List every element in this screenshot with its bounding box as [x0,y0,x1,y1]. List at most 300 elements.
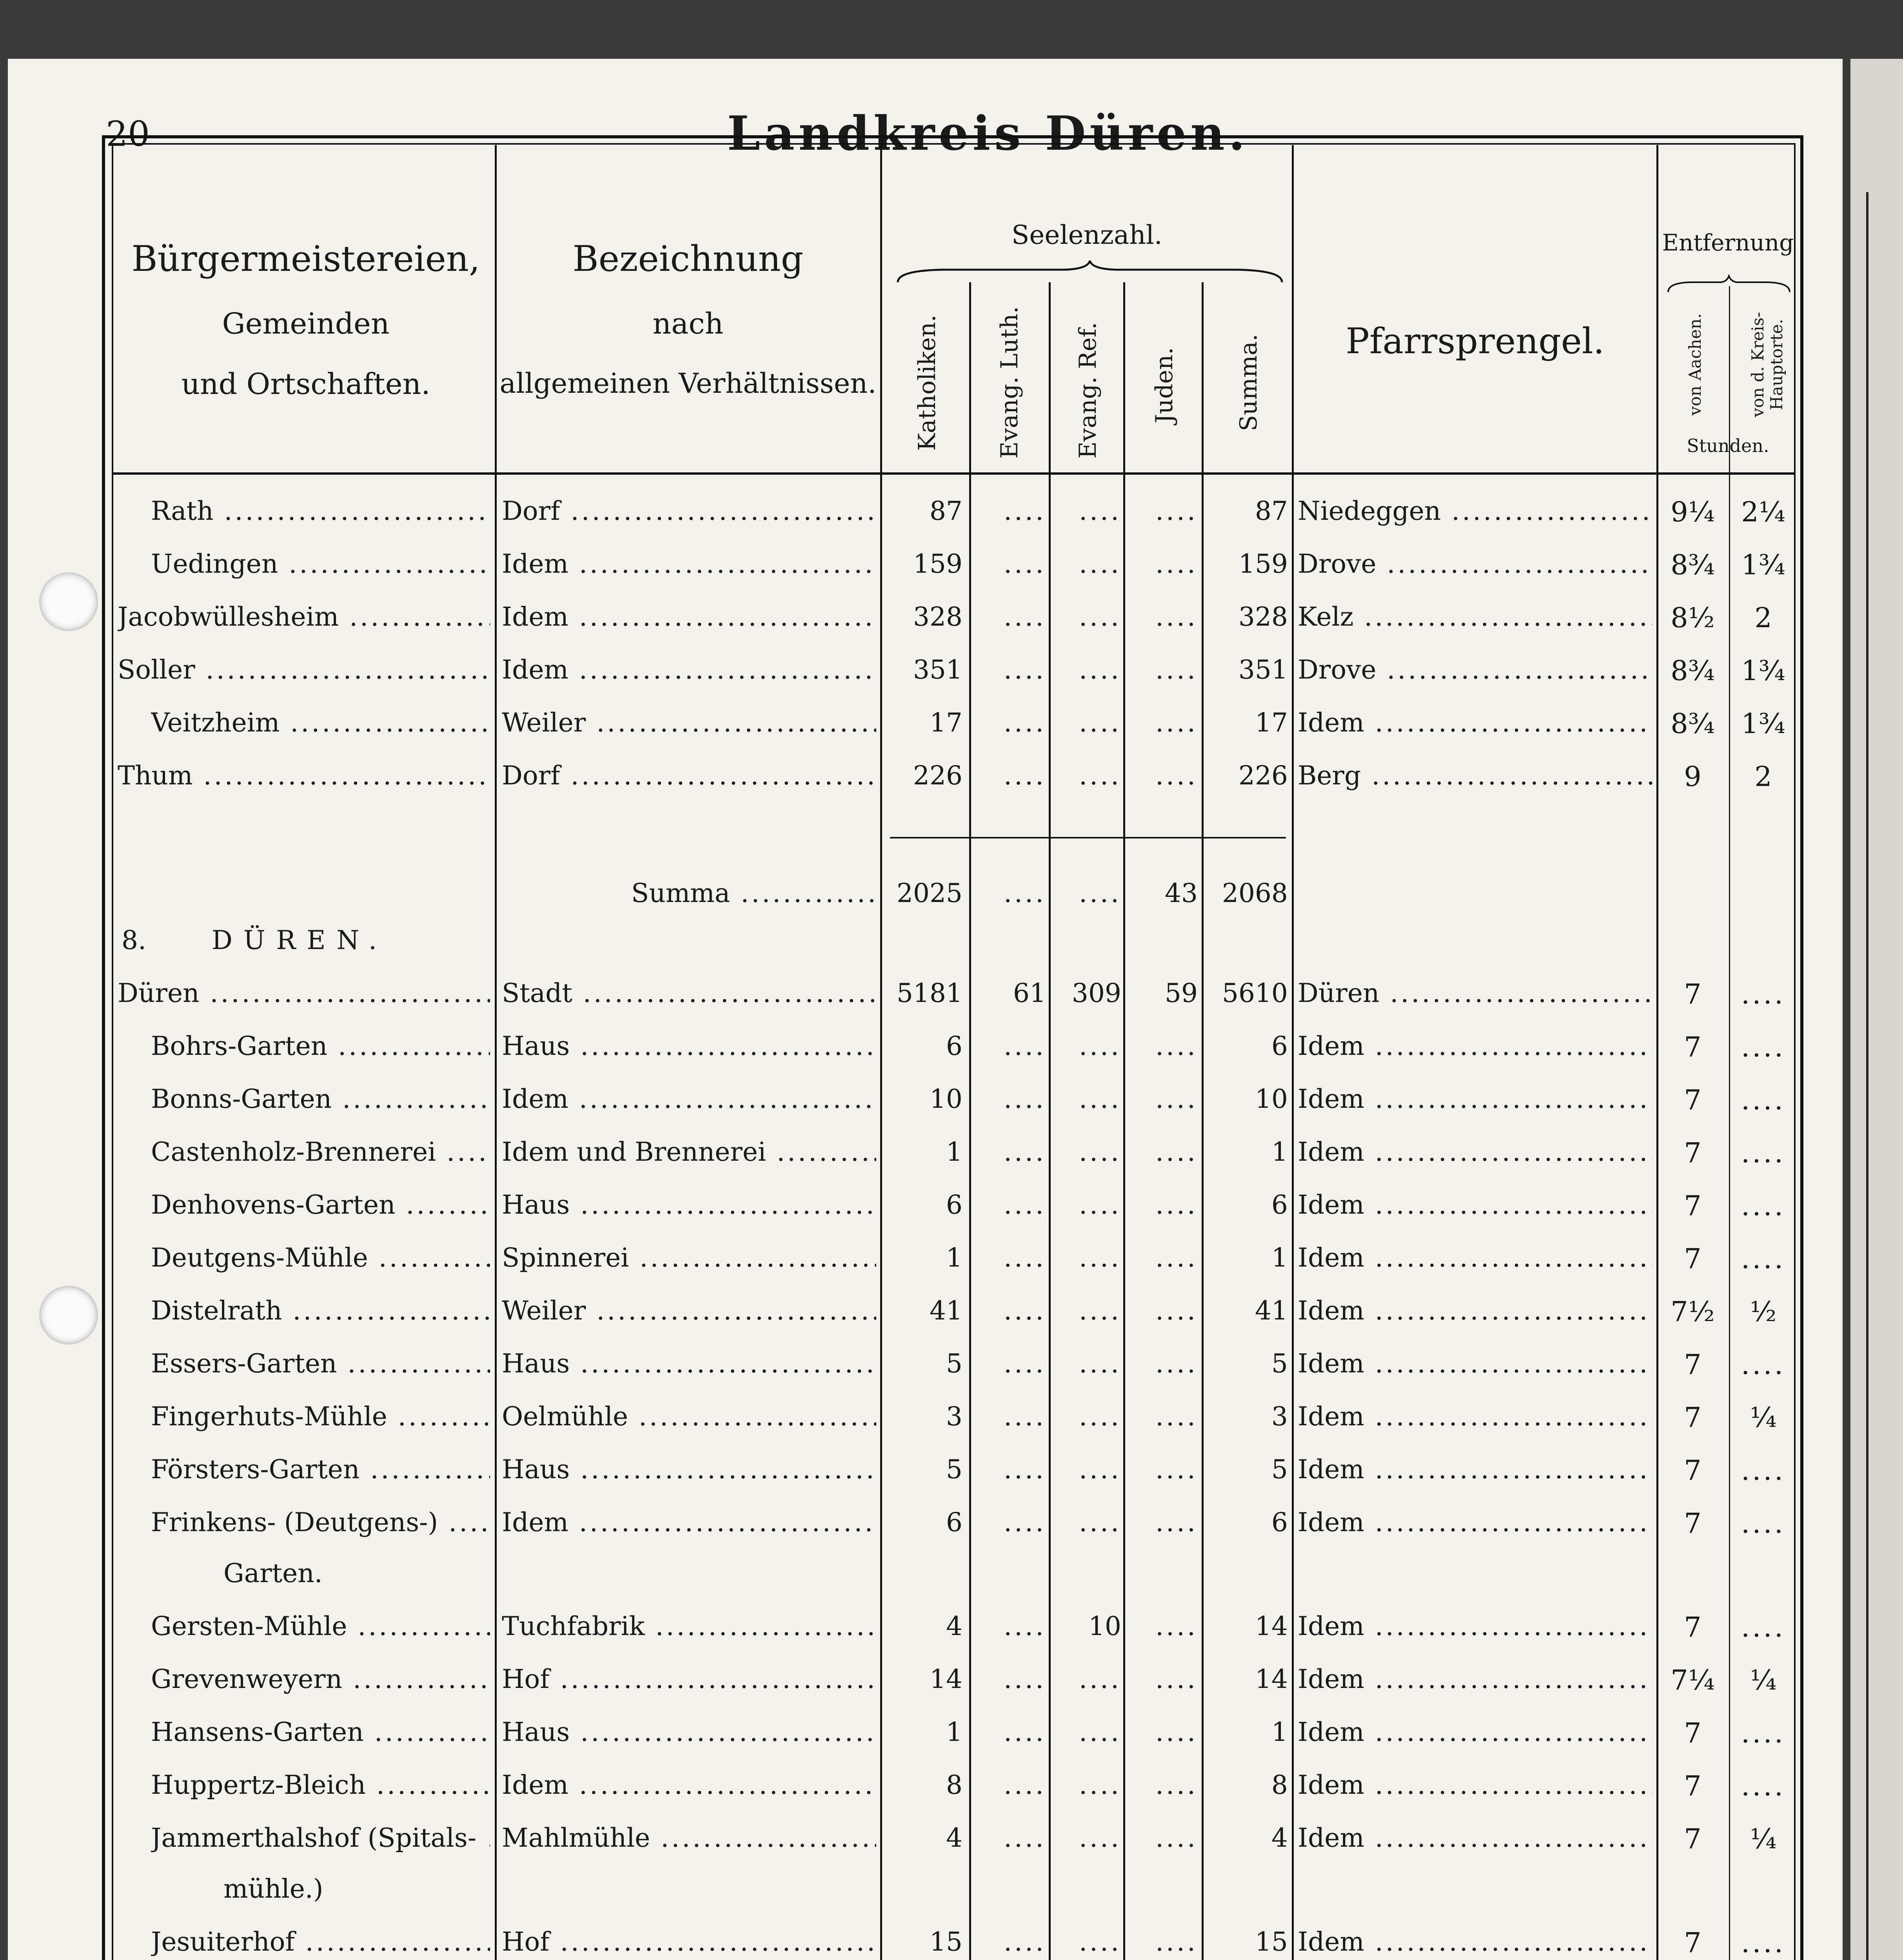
empty-dots: .... [1079,760,1121,791]
count-summa [1204,602,1288,632]
table-row [0,1823,1903,1904]
empty-dots: .... [1155,760,1198,791]
col2-header: Bezeichnung nach allgemeinen Verhältnissen. [499,238,877,400]
table-row [0,655,1903,706]
distance-kreis: .... [1741,1454,1785,1486]
empty-dots: .... [1079,1927,1121,1957]
designation: Haus ..... [502,1454,876,1485]
empty-dots: .... [1079,708,1121,738]
empty-dots: .... [1155,1137,1198,1167]
count-value: 309 [1072,978,1121,1008]
empty-dots: .... [1079,1664,1121,1694]
place-name: Gersten-Mühle ..... [151,1611,490,1641]
pfarrsprengel-header: Pfarrsprengel. [1346,321,1605,362]
juden-header: Juden. [1151,347,1178,423]
designation: Haus ..... [502,1348,876,1379]
distance-kreis: ¼ [1750,1823,1777,1855]
empty-dots: .... [1004,1717,1046,1747]
count-ref [1051,1401,1121,1432]
count-value: 4 [946,1611,962,1641]
summa-ref [1051,878,1121,908]
summa-value: 43 [1165,878,1198,908]
parish: Idem ..... [1298,1401,1652,1432]
place-name: Jacobwüllesheim ..... [118,602,490,632]
count-summa [1204,1927,1288,1957]
place-name: Rath ..... [151,496,490,526]
count-luth [971,1190,1046,1220]
empty-dots: .... [1079,1137,1121,1167]
distance-aachen: 7 [1684,1190,1701,1222]
count-luth [971,1031,1046,1061]
parish: Idem ..... [1298,1770,1652,1800]
count-luth [971,1770,1046,1800]
summa-luth [971,878,1046,908]
count-value: 351 [1238,655,1288,685]
katholiken-header: Katholiken. [913,314,941,451]
table-row [0,1243,1903,1294]
count-value: 41 [930,1296,962,1326]
count-value: 1 [1271,1717,1288,1747]
designation: Haus ..... [502,1717,876,1747]
count-ref [1051,1823,1121,1853]
count-juden [1125,496,1198,526]
empty-dots: .... [1004,1507,1046,1537]
distance-kreis: .... [1741,1137,1785,1169]
place-name: Uedingen ..... [151,549,490,579]
summa-kath [882,878,962,908]
col1-header: Bürgermeistereien, Gemeinden und Ortschaften. [131,238,480,401]
parish: Idem ..... [1298,1717,1652,1747]
empty-dots: .... [1155,549,1198,579]
count-summa [1204,1031,1288,1061]
empty-dots: .... [1004,1031,1046,1061]
designation: Haus ..... [502,1190,876,1220]
parish: Drove ..... [1298,549,1652,579]
count-ref [1051,1770,1121,1800]
count-kath [882,549,962,579]
distance-kreis: .... [1741,1507,1785,1539]
designation: Spinnerei ..... [502,1243,876,1273]
table-row [0,708,1903,759]
count-summa [1204,1401,1288,1432]
count-value: 5 [1271,1454,1288,1485]
count-value: 10 [1088,1611,1121,1641]
count-juden [1125,655,1198,685]
designation: Stadt ..... [502,978,876,1008]
parish: Idem ..... [1298,1243,1652,1273]
empty-dots: .... [1155,1770,1198,1800]
count-summa [1204,1454,1288,1485]
count-value: 6 [946,1031,962,1061]
empty-dots: .... [1079,1507,1121,1537]
designation: Idem ..... [502,549,876,579]
count-juden [1125,978,1198,1008]
count-summa [1204,760,1288,791]
place-name: Deutgens-Mühle ..... [151,1243,490,1273]
parish: Idem ..... [1298,1823,1652,1853]
designation: Idem ..... [502,1084,876,1114]
empty-dots: .... [1079,1296,1121,1326]
count-summa [1204,1664,1288,1694]
count-value: 3 [1271,1401,1288,1432]
empty-dots: .... [1155,602,1198,632]
entfernung-header: Entfernung [1662,229,1794,256]
count-value: 6 [946,1190,962,1220]
distance-kreis: 1¾ [1741,708,1785,740]
distance-aachen: 7 [1684,1031,1701,1063]
distance-kreis: 2 [1754,602,1772,634]
empty-dots: .... [1004,1770,1046,1800]
count-luth [971,760,1046,791]
count-summa [1204,1084,1288,1114]
empty-dots: .... [1155,1190,1198,1220]
empty-dots: .... [1155,1296,1198,1326]
empty-dots: .... [1004,655,1046,685]
count-value: 328 [913,602,962,632]
distance-kreis: .... [1741,1611,1785,1643]
empty-dots: .... [1004,1348,1046,1379]
designation: Weiler ..... [502,1296,876,1326]
count-kath [882,1770,962,1800]
table-row [0,1927,1903,1960]
designation: Weiler ..... [502,708,876,738]
count-kath [882,1137,962,1167]
count-ref [1051,602,1121,632]
empty-dots: .... [1079,878,1121,908]
count-value: 15 [1255,1927,1288,1957]
count-luth [971,1084,1046,1114]
evang-ref-header: Evang. Ref. [1074,322,1102,459]
table-row [0,549,1903,600]
count-value: 14 [1255,1664,1288,1694]
designation: Idem ..... [502,655,876,685]
distance-kreis: 2 [1754,760,1772,793]
count-juden [1125,1664,1198,1694]
empty-dots: .... [1079,655,1121,685]
distance-kreis: .... [1741,1348,1785,1381]
parish: Kelz ..... [1298,602,1652,632]
count-value: 328 [1238,602,1288,632]
designation: Tuchfabrik ..... [502,1611,876,1641]
parish: Idem ..... [1298,1507,1652,1537]
count-summa [1204,1296,1288,1326]
count-kath [882,708,962,738]
count-value: 159 [913,549,962,579]
count-kath [882,1401,962,1432]
empty-dots: .... [1155,1611,1198,1641]
empty-dots: .... [1155,1507,1198,1537]
count-summa [1204,1243,1288,1273]
count-ref [1051,1717,1121,1747]
count-kath [882,760,962,791]
distance-aachen: 7 [1684,1927,1701,1959]
count-value: 226 [1238,760,1288,791]
count-juden [1125,1190,1198,1220]
empty-dots: .... [1155,1454,1198,1485]
empty-dots: .... [1004,1137,1046,1167]
designation: Haus ..... [502,1031,876,1061]
parish: Idem ..... [1298,1454,1652,1485]
place-name: Soller ..... [118,655,490,685]
count-luth [971,1243,1046,1273]
distance-aachen: 8¾ [1671,708,1715,740]
distance-kreis: 1¾ [1741,549,1785,581]
count-ref [1051,1243,1121,1273]
count-juden [1125,1401,1198,1432]
empty-dots: .... [1155,1243,1198,1273]
summa-label: Summa ..... [631,878,878,908]
empty-dots: .... [1155,1823,1198,1853]
count-luth [971,602,1046,632]
table-row [0,1401,1903,1452]
empty-dots: .... [1155,1031,1198,1061]
empty-dots: .... [1155,708,1198,738]
count-luth [971,549,1046,579]
distance-aachen: 7 [1684,1084,1701,1116]
count-summa [1204,1348,1288,1379]
parish: Berg ..... [1298,760,1652,791]
count-kath [882,1454,962,1485]
empty-dots: .... [1004,549,1046,579]
empty-dots: .... [1079,1084,1121,1114]
distance-kreis: .... [1741,1084,1785,1116]
empty-dots: .... [1079,549,1121,579]
table-row [0,760,1903,811]
stunden-header: Stunden. [1687,435,1769,456]
distance-aachen: 7 [1684,1507,1701,1539]
empty-dots: .... [1155,1717,1198,1747]
empty-dots: .... [1155,1401,1198,1432]
summa-rule [890,837,1286,838]
count-summa [1204,1611,1288,1641]
count-luth [971,1348,1046,1379]
distance-kreis: ½ [1750,1296,1777,1328]
count-value: 5 [1271,1348,1288,1379]
count-kath [882,1084,962,1114]
empty-dots: .... [1079,1190,1121,1220]
count-kath [882,1823,962,1853]
count-luth [971,1717,1046,1747]
count-value: 14 [930,1664,962,1694]
count-value: 5 [946,1348,962,1379]
count-value: 1 [1271,1137,1288,1167]
empty-dots: .... [1004,1401,1046,1432]
count-value: 17 [1255,708,1288,738]
empty-dots: .... [1079,1348,1121,1379]
count-ref [1051,1507,1121,1537]
table-row [0,1507,1903,1588]
count-kath [882,1296,962,1326]
empty-dots: .... [1079,1823,1121,1853]
place-name: Jammerthalshof (Spitals- ..... [151,1823,490,1853]
distance-kreis: 2¼ [1741,496,1785,528]
empty-dots: .... [1004,602,1046,632]
empty-dots: .... [1004,1243,1046,1273]
distance-kreis: .... [1741,1717,1785,1749]
place-name: Denhovens-Garten ..... [151,1190,490,1220]
count-summa [1204,1717,1288,1747]
place-name-continued: Garten. [223,1558,323,1588]
count-juden [1125,1611,1198,1641]
empty-dots: .... [1004,760,1046,791]
distance-aachen: 7 [1684,1243,1701,1275]
count-kath [882,1507,962,1537]
empty-dots: .... [1004,1611,1046,1641]
distance-kreis: .... [1741,1770,1785,1802]
place-name: Veitzheim ..... [151,708,490,738]
count-value: 351 [913,655,962,685]
place-name: Thum ..... [118,760,490,791]
count-value: 6 [1271,1031,1288,1061]
count-value: 3 [946,1401,962,1432]
count-ref [1051,1454,1121,1485]
count-value: 4 [1271,1823,1288,1853]
count-summa [1204,1770,1288,1800]
empty-dots: .... [1004,1664,1046,1694]
count-ref [1051,1031,1121,1061]
count-value: 6 [1271,1190,1288,1220]
count-summa [1204,708,1288,738]
count-summa [1204,1137,1288,1167]
count-value: 8 [1271,1770,1288,1800]
von-kreis-header: von d. Kreis-Hauptorte. [1748,312,1787,417]
count-juden [1125,1823,1198,1853]
empty-dots: .... [1155,1664,1198,1694]
count-kath [882,1348,962,1379]
distance-aachen: 7 [1684,1348,1701,1381]
designation: Idem ..... [502,602,876,632]
empty-dots: .... [1004,1927,1046,1957]
count-juden [1125,602,1198,632]
seelenzahl-header: Seelenzahl. [1011,220,1162,250]
parish: Idem ..... [1298,1031,1652,1061]
place-name: Huppertz-Bleich ..... [151,1770,490,1800]
place-name: Essers-Garten ..... [151,1348,490,1379]
distance-aachen: 7 [1684,1454,1701,1486]
distance-kreis: ¼ [1750,1401,1777,1434]
place-name: Jesuiterhof ..... [151,1927,490,1957]
count-juden [1125,1770,1198,1800]
count-kath [882,655,962,685]
table-row [0,1190,1903,1241]
count-summa [1204,496,1288,526]
count-juden [1125,1296,1198,1326]
count-ref [1051,1927,1121,1957]
empty-dots: .... [1004,1296,1046,1326]
count-value: 17 [930,708,962,738]
parish: Niedeggen ..... [1298,496,1652,526]
empty-dots: .... [1079,602,1121,632]
evang-luth-header: Evang. Luth. [996,306,1023,459]
table-row [0,1084,1903,1135]
empty-dots: .... [1004,1823,1046,1853]
count-value: 87 [1255,496,1288,526]
count-luth [971,1611,1046,1641]
empty-dots: .... [1079,496,1121,526]
count-ref [1051,760,1121,791]
designation: Hof ..... [502,1664,876,1694]
place-name: Hansens-Garten ..... [151,1717,490,1747]
count-luth [971,978,1046,1008]
count-kath [882,1611,962,1641]
count-luth [971,1927,1046,1957]
summa-summa [1204,878,1288,908]
parish: Idem ..... [1298,1190,1652,1220]
count-ref [1051,1137,1121,1167]
place-name: Frinkens- (Deutgens-) ..... [151,1507,490,1537]
summa-juden [1125,878,1198,908]
empty-dots: .... [1004,708,1046,738]
count-luth [971,1137,1046,1167]
count-value: 5610 [1222,978,1288,1008]
count-ref [1051,549,1121,579]
count-value: 226 [913,760,962,791]
page-number: 20 [106,114,150,154]
designation: Mahlmühle ..... [502,1823,876,1853]
count-ref [1051,1084,1121,1114]
count-summa [1204,978,1288,1008]
empty-dots: .... [1004,496,1046,526]
count-luth [971,708,1046,738]
count-ref [1051,1664,1121,1694]
von-aachen-header: von Aachen. [1685,313,1705,416]
count-ref [1051,1348,1121,1379]
count-value: 41 [1255,1296,1288,1326]
distance-aachen: 8½ [1671,602,1715,634]
designation: Dorf ..... [502,496,876,526]
empty-dots: .... [1004,1454,1046,1485]
distance-aachen: 7 [1684,1717,1701,1749]
running-title: Landkreis Düren. [727,106,1249,161]
count-value: 6 [1271,1507,1288,1537]
table-row [0,1137,1903,1188]
count-value: 8 [946,1770,962,1800]
empty-dots: .... [1155,1927,1198,1957]
empty-dots: .... [1079,1401,1121,1432]
place-name: Bonns-Garten ..... [151,1084,490,1114]
distance-aachen: 7 [1684,1770,1701,1802]
section-title: DÜREN. [212,925,388,955]
place-name-continued: mühle.) [223,1874,323,1904]
empty-dots: .... [1004,878,1046,908]
table-row [0,1717,1903,1768]
designation: Dorf ..... [502,760,876,791]
count-juden [1125,1717,1198,1747]
count-kath [882,1243,962,1273]
count-juden [1125,1137,1198,1167]
count-value: 61 [1013,978,1046,1008]
table-row [0,1770,1903,1821]
place-name: Försters-Garten ..... [151,1454,490,1485]
parish: Idem ..... [1298,1348,1652,1379]
empty-dots: .... [1155,1348,1198,1379]
empty-dots: .... [1004,1084,1046,1114]
distance-aachen: 7 [1684,1137,1701,1169]
count-kath [882,1664,962,1694]
summa-value: 2025 [897,878,962,908]
distance-kreis: .... [1741,978,1785,1010]
empty-dots: .... [1079,1717,1121,1747]
place-name: Bohrs-Garten ..... [151,1031,490,1061]
count-luth [971,1823,1046,1853]
count-value: 4 [946,1823,962,1853]
count-value: 87 [930,496,962,526]
parish: Idem ..... [1298,1664,1652,1694]
section-number: 8. [122,925,146,955]
count-value: 1 [946,1137,962,1167]
table-row [0,1664,1903,1715]
count-juden [1125,1243,1198,1273]
